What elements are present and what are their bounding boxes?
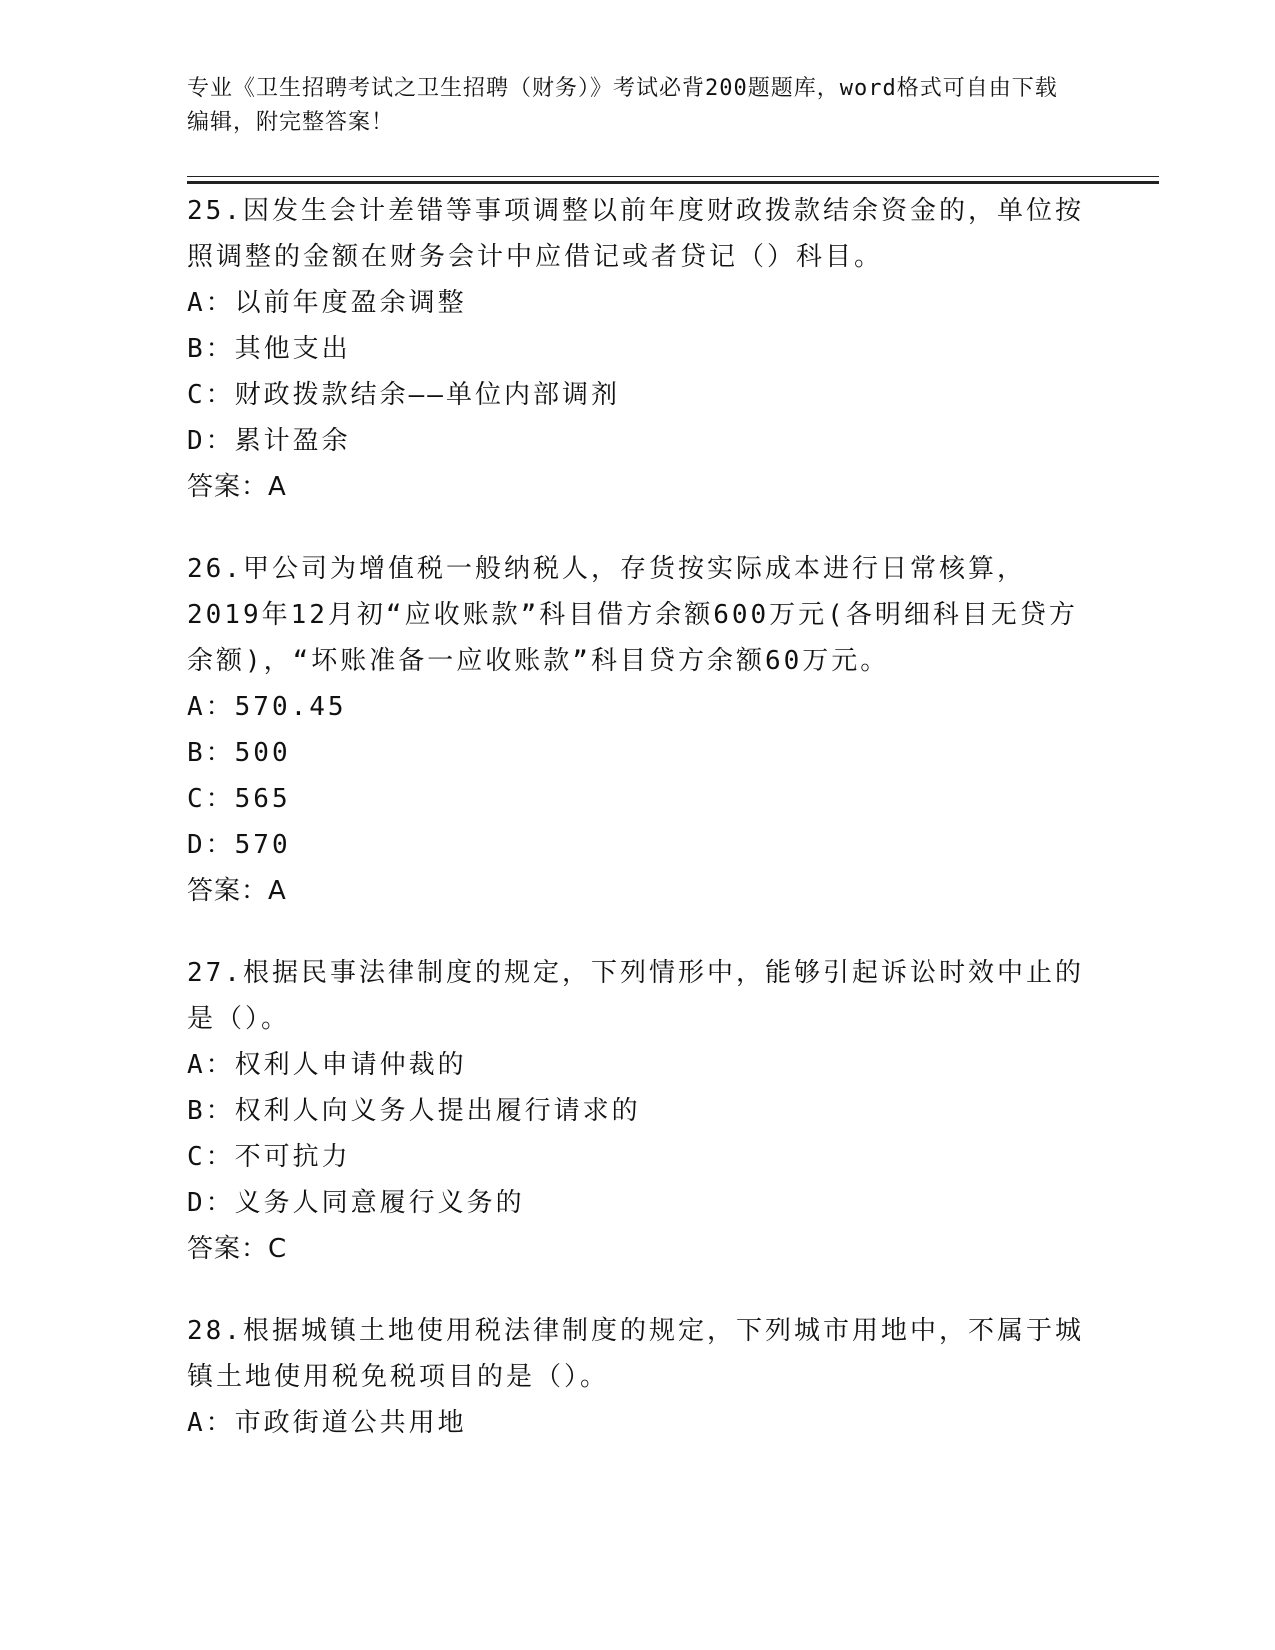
option-c: C：565: [187, 784, 291, 814]
option-c: C：财政拨款结余——单位内部调剂: [187, 380, 620, 410]
option-d: D：累计盈余: [187, 426, 351, 456]
question-stem: 28.根据城镇土地使用税法律制度的规定，下列城市用地中，不属于城镇土地使用税免税项目的是（）。: [187, 1316, 1084, 1392]
answer-line: 答案：A: [187, 876, 287, 906]
option-b: B：500: [187, 738, 291, 768]
option-a: A：以前年度盈余调整: [187, 288, 467, 318]
answer-line: 答案：C: [187, 1234, 288, 1264]
question-26: [187, 546, 1092, 914]
option-a: A：市政街道公共用地: [187, 1408, 467, 1438]
question-28: [187, 1308, 1092, 1446]
option-b: B：其他支出: [187, 334, 351, 364]
document-header: 专业《卫生招聘考试之卫生招聘（财务）》考试必背200题题库，word格式可自由下载编辑，附完整答案！: [187, 76, 1058, 135]
header-divider-thin: [187, 176, 1159, 177]
option-b: B：权利人向义务人提出履行请求的: [187, 1096, 641, 1126]
option-d: D：义务人同意履行义务的: [187, 1188, 525, 1218]
answer-line: 答案：A: [187, 472, 287, 502]
question-stem: 26.甲公司为增值税一般纳税人，存货按实际成本进行日常核算，2019年12月初“应收账款”科目借方余额600万元(各明细科目无贷方余额)，“坏账准备一应收账款”科目贷方余额60万元。: [187, 554, 1078, 676]
question-25: [187, 188, 1092, 510]
header-divider-thick: [187, 181, 1159, 184]
option-a: A：权利人申请仲裁的: [187, 1050, 467, 1080]
question-list: [187, 188, 1092, 1482]
question-stem: 27.根据民事法律制度的规定，下列情形中，能够引起诉讼时效中止的是（）。: [187, 958, 1084, 1034]
question-stem: 25.因发生会计差错等事项调整以前年度财政拨款结余资金的，单位按照调整的金额在财务会计中应借记或者贷记（）科目。: [187, 196, 1084, 272]
question-27: [187, 950, 1092, 1272]
option-c: C：不可抗力: [187, 1142, 351, 1172]
option-a: A：570.45: [187, 692, 347, 722]
option-d: D：570: [187, 830, 291, 860]
